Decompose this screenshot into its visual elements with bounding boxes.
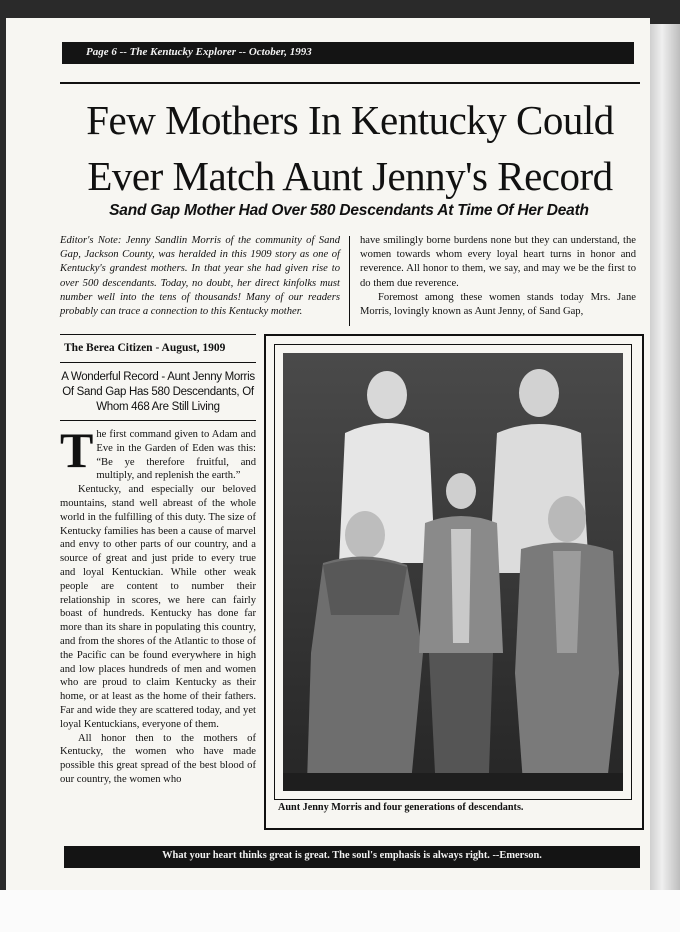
source-credit: The Berea Citizen - August, 1909 bbox=[64, 342, 226, 354]
right-column-text bbox=[360, 234, 636, 319]
photo-inner-border bbox=[274, 344, 632, 800]
footer-quote: What your heart thinks great is great. The soul's emphasis is always right. --Emerson. bbox=[162, 850, 542, 861]
scan-margin bbox=[0, 890, 680, 932]
family-photo bbox=[283, 353, 623, 791]
page-edge bbox=[650, 24, 680, 904]
right-paragraph-1: have smilingly borne burdens none but they can understand, the women towards whom every loyal heart turns in honor and reverence. All honor to them, we say, and may we be the first to do them due reverence. bbox=[360, 235, 636, 289]
headline-line-1: Few Mothers In Kentucky Could bbox=[86, 97, 614, 143]
photo-box bbox=[264, 334, 644, 830]
source-bottom-rule bbox=[60, 362, 256, 363]
headline bbox=[60, 92, 640, 204]
right-paragraph-2: Foremost among these women stands today Mrs. Jane Morris, lovingly known as Aunt Jenny, of Sand Gap, bbox=[360, 291, 636, 318]
article-paragraph-3: All honor then to the mothers of Kentucky, the women who have made possible this great spread of the best blood of our country, the women who bbox=[60, 732, 256, 785]
story-top-rule bbox=[60, 420, 256, 421]
subheadline: Sand Gap Mother Had Over 580 Descendants At Time Of Her Death bbox=[109, 202, 589, 219]
photo-caption: Aunt Jenny Morris and four generations of descendants. bbox=[278, 802, 524, 813]
article-paragraph-2: Kentucky, and especially our beloved mountains, stand well abreast of the whole world in the fulfilling of this duty. The size of Kentucky families has been a cause of marvel and envy to other parts of our country, and a source of great and just pride to every true and loyal Kentuckian. While other weak people are content to number their relationship in scores, we here can fairly boast of hundreds. Kentucky has done far more than its share in populating this country, and from the shores of the Atlantic to those of the Pacific can be found everywhere in high and low places hundreds of men and women who are proud to claim Kentucky as their home, or at least as the home of their fathers. Far and wide they are scattered today, and yet loyal Kentuckians, everyone of them. bbox=[60, 484, 256, 730]
article-paragraph-1-text: he first command given to Adam and Eve in the Garden of Eden was this: “Be ye therefore fruitful, and multiply, and replenish the earth.” bbox=[96, 429, 256, 482]
footer-quote-bar bbox=[64, 846, 640, 868]
page-header-bar bbox=[62, 42, 634, 64]
drop-cap: T bbox=[60, 422, 94, 478]
page-header-text: Page 6 -- The Kentucky Explorer -- October, 1993 bbox=[86, 46, 312, 58]
article-paragraph-1 bbox=[60, 422, 256, 483]
source-top-rule bbox=[60, 334, 256, 335]
article-body bbox=[60, 422, 256, 787]
editors-note: Editor's Note: Jenny Sandlin Morris of the community of Sand Gap, Jackson County, was heralded in this 1909 story as one of Kentucky's grandest mothers. In that year she had given rise to over 500 descendants. Today, no doubt, her direct kinfolks must number well into the tens of thousands! Many of our readers probably can trace a connection to this Kentucky mother. bbox=[60, 235, 340, 318]
headline-top-rule bbox=[60, 82, 640, 84]
story-subheadline: A Wonderful Record - Aunt Jenny Morris Of Sand Gap Has 580 Descendants, Of Whom 468 Are Still Living bbox=[61, 371, 255, 413]
headline-line-2: Ever Match Aunt Jenny's Record bbox=[87, 153, 613, 199]
column-divider bbox=[349, 236, 350, 326]
